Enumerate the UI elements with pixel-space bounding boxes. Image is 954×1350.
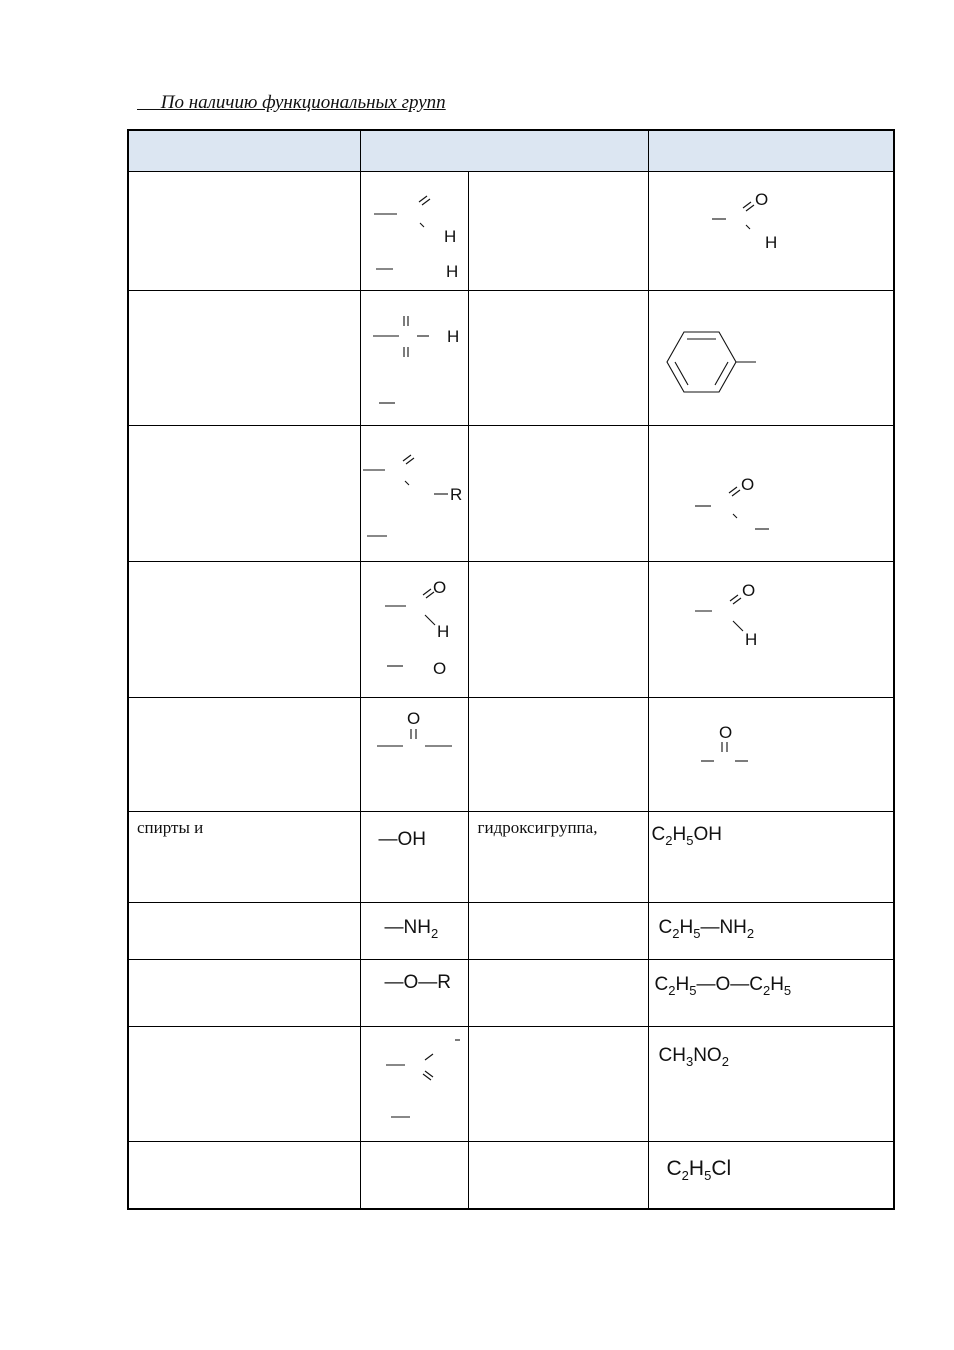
group-formula-cell: [360, 903, 468, 960]
class-name-cell: [128, 172, 360, 291]
table-row: [128, 698, 894, 812]
example-cell: [648, 291, 894, 426]
group-formula-cell: [360, 812, 468, 903]
class-name-cell: спирты и: [128, 812, 360, 903]
class-name-cell: [128, 698, 360, 812]
header-cell: [360, 130, 648, 172]
example-cell: [648, 812, 894, 903]
example-cell: [648, 562, 894, 698]
description-cell: гидроксигруппа,: [468, 812, 648, 903]
example-formula: $CH_3NO_2$: [658, 1045, 729, 1069]
svg-text:O: O: [754, 190, 768, 209]
group-formula-cell: [360, 562, 468, 698]
table-row: [128, 172, 894, 291]
class-name-cell: [128, 1142, 360, 1209]
example-cell: [648, 426, 894, 562]
svg-text:O: O: [406, 709, 420, 728]
group-formula-cell: [360, 1142, 468, 1209]
example-structure-drawing: [649, 698, 895, 812]
example-cell: [648, 172, 894, 291]
group-formula-cell: [360, 172, 468, 291]
functional-groups-table: [127, 129, 895, 1210]
description-cell: [468, 1142, 648, 1209]
header-cell: [128, 130, 360, 172]
group-formula-cell: [360, 426, 468, 562]
table-row: [128, 562, 894, 698]
description-cell: [468, 960, 648, 1027]
group-structure-drawing: [361, 698, 469, 812]
group-structure-drawing: [361, 172, 469, 291]
svg-text:H: H: [445, 262, 458, 281]
svg-text:O: O: [741, 581, 755, 600]
class-name-cell: [128, 562, 360, 698]
table-row: [128, 960, 894, 1027]
example-formula: $C_2H_5—O—C_2H_5$: [654, 974, 792, 998]
example-formula: $C_2H_5—NH_2$: [658, 917, 755, 941]
description-cell: [468, 291, 648, 426]
group-formula-cell: [360, 1027, 468, 1142]
hydroxyl-group-formula: —OH: [378, 829, 426, 850]
class-name-cell: [128, 903, 360, 960]
example-structure-drawing: [649, 172, 895, 291]
description-cell: [468, 172, 648, 291]
example-formula: $C_2H_5OH$: [651, 824, 722, 848]
description-cell: [468, 698, 648, 812]
svg-text:O: O: [432, 659, 446, 678]
description-cell: [468, 1027, 648, 1142]
example-cell: [648, 1142, 894, 1209]
svg-text:H: H: [764, 233, 777, 252]
example-cell: [648, 1027, 894, 1142]
class-name-cell: [128, 426, 360, 562]
ether-group-formula: —O—R: [384, 972, 451, 993]
example-cell: [648, 960, 894, 1027]
group-formula-cell: [360, 698, 468, 812]
svg-text:O: O: [432, 578, 446, 597]
class-name-cell: [128, 1027, 360, 1142]
svg-text:O: O: [718, 723, 732, 742]
table-header-row: [128, 130, 894, 172]
group-formula-cell: [360, 291, 468, 426]
section-title: По наличию функциональных групп: [137, 92, 446, 113]
group-structure-drawing: [361, 562, 469, 698]
amino-group-formula: $—NH_2$: [384, 917, 439, 941]
benzene-ring-drawing: [649, 291, 895, 426]
example-formula: $C_2H_5Cl$: [666, 1157, 732, 1184]
example-cell: [648, 698, 894, 812]
example-cell: [648, 903, 894, 960]
class-name-cell: [128, 291, 360, 426]
group-structure-drawing: [361, 1027, 469, 1142]
group-formula-cell: [360, 960, 468, 1027]
class-name-cell: [128, 960, 360, 1027]
svg-text:H: H: [443, 227, 456, 246]
svg-text:H: H: [436, 622, 449, 641]
description-cell: [468, 562, 648, 698]
header-cell: [648, 130, 894, 172]
svg-text:H: H: [744, 630, 757, 649]
table-row: [128, 903, 894, 960]
table-row: [128, 1027, 894, 1142]
table-row: [128, 426, 894, 562]
table-row: [128, 291, 894, 426]
example-structure-drawing: [649, 562, 895, 698]
svg-text:H: H: [446, 327, 459, 346]
svg-text:R: R: [449, 485, 462, 504]
group-structure-drawing: [361, 426, 469, 562]
table-row: [128, 1142, 894, 1209]
description-cell: [468, 426, 648, 562]
description-cell: [468, 903, 648, 960]
table-row: [128, 812, 894, 903]
svg-text:O: O: [740, 475, 754, 494]
group-structure-drawing: [361, 291, 469, 426]
example-structure-drawing: [649, 426, 895, 562]
